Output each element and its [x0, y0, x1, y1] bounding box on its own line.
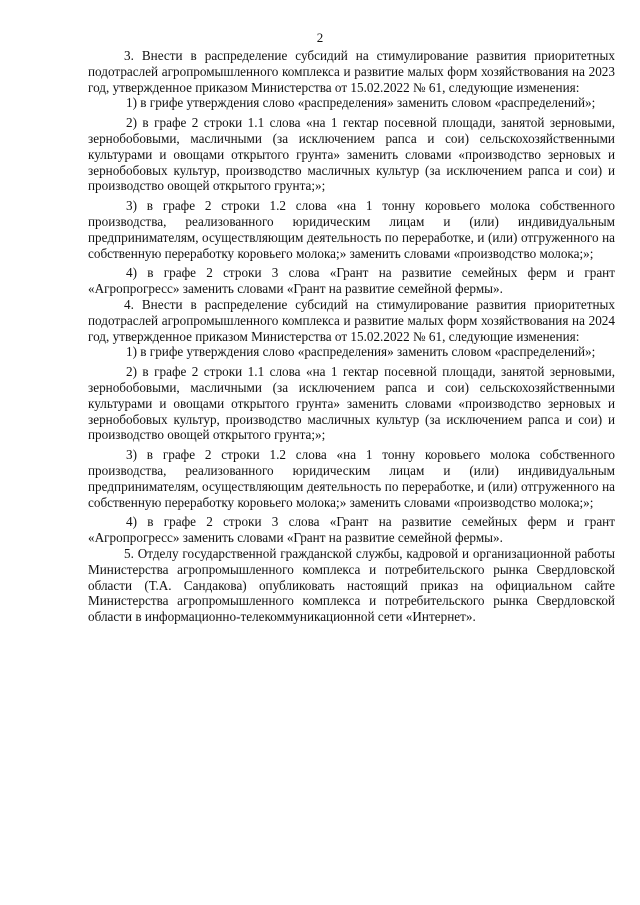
paragraph-item-3: 3. Внести в распределение субсидий на стимулирование развития приоритетных подотраслей агропромышленного комплекса и развитие малых форм хозяйствования на 2023 год, утвержденное приказом Министерства от 15.02.2022 № 61, следующие изменения: [88, 48, 615, 95]
subitem-3-1: 1) в грифе утверждения слово «распределения» заменить словом «распределений»; [126, 95, 596, 111]
subitem-4-2: 2) в графе 2 строки 1.1 слова «на 1 гектар посевной площади, занятой зерновыми, зернобобовыми, масличными (за исключением рапса и сои) сельскохозяйственными культурами и овощами открытого грунта» заменить словами «производство зерновых и зернобобовых культур, производство масличных культур (за исключением рапса и сои) и производство овощей открытого грунта;»; [88, 364, 615, 443]
document-body [88, 48, 615, 625]
subitem-4-4: 4) в графе 2 строки 3 слова «Грант на развитие семейных ферм и грант «Агропрогресс» заменить словами «Грант на развитие семейной фермы». [88, 514, 615, 546]
subitem-4-3: 3) в графе 2 строки 1.2 слова «на 1 тонну коровьего молока собственного производства, реализованного юридическим лицам и (или) индивидуальным предпринимателям, осуществляющим деятельность по переработке, и (или) отгруженного на собственную переработку коровьего молока;» заменить словами «производство молока;»; [88, 447, 615, 510]
subitem-3-2: 2) в графе 2 строки 1.1 слова «на 1 гектар посевной площади, занятой зерновыми, зернобобовыми, масличными (за исключением рапса и сои) сельскохозяйственными культурами и овощами открытого грунта» заменить словами «производство зерновых и зернобобовых культур, производство масличных культур (за исключением рапса и сои) и производство овощей открытого грунта;»; [88, 115, 615, 194]
subitem-3-3: 3) в графе 2 строки 1.2 слова «на 1 тонну коровьего молока собственного производства, реализованного юридическим лицам и (или) индивидуальным предпринимателям, осуществляющим деятельность по переработке, и (или) отгруженного на собственную переработку коровьего молока;» заменить словами «производство молока;»; [88, 198, 615, 261]
paragraph-item-4: 4. Внести в распределение субсидий на стимулирование развития приоритетных подотраслей агропромышленного комплекса и развитие малых форм хозяйствования на 2024 год, утвержденное приказом Министерства от 15.02.2022 № 61, следующие изменения: [88, 296, 615, 344]
subitem-4-1: 1) в грифе утверждения слово «распределения» заменить словом «распределений»; [126, 344, 596, 360]
page-number: 2 [316, 30, 324, 45]
subitem-3-4: 4) в графе 2 строки 3 слова «Грант на развитие семейных ферм и грант «Агропрогресс» заменить словами «Грант на развитие семейной фермы». [88, 265, 615, 297]
paragraph-item-5: 5. Отделу государственной гражданской службы, кадровой и организационной работы Министерства агропромышленного комплекса и потребительского рынка Свердловской области (Т.А. Сандакова) опубликовать настоящий приказ на официальном сайте Министерства агропромышленного комплекса и потребительского рынка Свердловской области в информационно-телекоммуникационной сети «Интернет». [88, 545, 615, 625]
